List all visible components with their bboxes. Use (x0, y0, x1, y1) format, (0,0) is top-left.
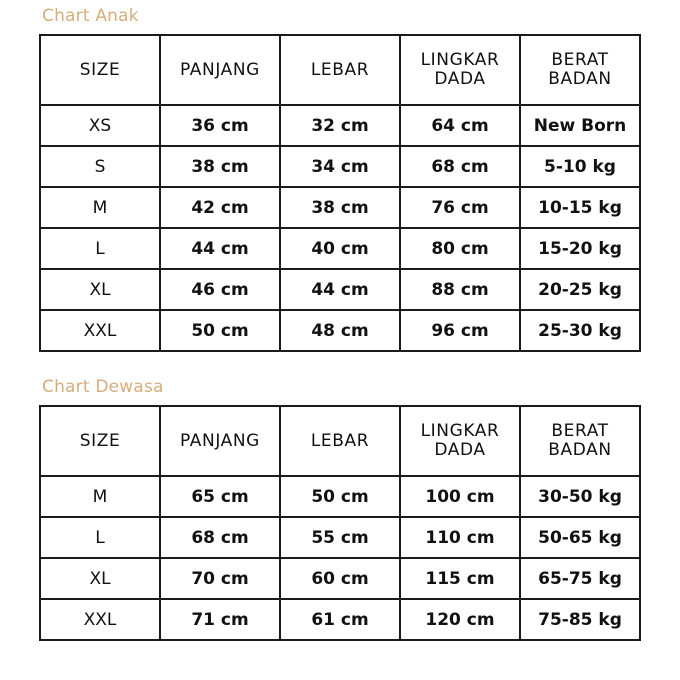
cell-panjang: 42 cm (160, 187, 280, 228)
cell-lingkar: 68 cm (400, 146, 520, 187)
header-panjang: PANJANG (160, 35, 280, 105)
cell-size: XXL (40, 310, 160, 351)
cell-size: M (40, 187, 160, 228)
cell-lingkar: 76 cm (400, 187, 520, 228)
cell-panjang: 36 cm (160, 105, 280, 146)
chart-anak-title: Chart Anak (42, 6, 139, 26)
cell-size: XXL (40, 599, 160, 640)
cell-panjang: 38 cm (160, 146, 280, 187)
header-berat-line2: BADAN (548, 69, 612, 89)
table-header-row (40, 406, 640, 476)
cell-lingkar: 80 cm (400, 228, 520, 269)
cell-panjang: 44 cm (160, 228, 280, 269)
cell-berat: 10-15 kg (520, 187, 640, 228)
header-size: SIZE (40, 406, 160, 476)
header-lingkar-line2: DADA (434, 440, 486, 460)
cell-panjang: 70 cm (160, 558, 280, 599)
cell-berat: 50-65 kg (520, 517, 640, 558)
cell-berat: 65-75 kg (520, 558, 640, 599)
cell-panjang: 68 cm (160, 517, 280, 558)
header-lingkar-line2: DADA (434, 69, 486, 89)
header-berat-line1: BERAT (551, 50, 609, 70)
cell-lebar: 32 cm (280, 105, 400, 146)
cell-size: S (40, 146, 160, 187)
cell-berat: 20-25 kg (520, 269, 640, 310)
header-lingkar-dada (400, 406, 520, 476)
cell-panjang: 50 cm (160, 310, 280, 351)
cell-lebar: 34 cm (280, 146, 400, 187)
cell-size: M (40, 476, 160, 517)
cell-panjang: 65 cm (160, 476, 280, 517)
header-lingkar-line1: LINGKAR (420, 50, 500, 70)
cell-lebar: 38 cm (280, 187, 400, 228)
cell-lingkar: 115 cm (400, 558, 520, 599)
cell-lingkar: 120 cm (400, 599, 520, 640)
header-berat-line1: BERAT (551, 421, 609, 441)
cell-lingkar: 96 cm (400, 310, 520, 351)
table-row (40, 228, 640, 269)
chart-anak-table (39, 34, 641, 352)
cell-size: XL (40, 558, 160, 599)
cell-berat: 15-20 kg (520, 228, 640, 269)
chart-dewasa-title: Chart Dewasa (42, 377, 164, 397)
cell-lingkar: 100 cm (400, 476, 520, 517)
cell-lebar: 40 cm (280, 228, 400, 269)
cell-berat: 75-85 kg (520, 599, 640, 640)
header-berat-badan (520, 35, 640, 105)
header-lingkar-dada (400, 35, 520, 105)
cell-berat: 25-30 kg (520, 310, 640, 351)
table-row (40, 146, 640, 187)
table-row (40, 187, 640, 228)
cell-lebar: 50 cm (280, 476, 400, 517)
cell-panjang: 46 cm (160, 269, 280, 310)
cell-panjang: 71 cm (160, 599, 280, 640)
cell-lebar: 48 cm (280, 310, 400, 351)
header-lebar: LEBAR (280, 406, 400, 476)
table-row (40, 599, 640, 640)
cell-lebar: 60 cm (280, 558, 400, 599)
cell-size: XS (40, 105, 160, 146)
header-berat-badan (520, 406, 640, 476)
header-lebar: LEBAR (280, 35, 400, 105)
table-row (40, 476, 640, 517)
table-row (40, 517, 640, 558)
table-row (40, 558, 640, 599)
cell-berat: 5-10 kg (520, 146, 640, 187)
header-berat-line2: BADAN (548, 440, 612, 460)
table-row (40, 269, 640, 310)
cell-size: XL (40, 269, 160, 310)
cell-berat: New Born (520, 105, 640, 146)
cell-lebar: 55 cm (280, 517, 400, 558)
table-row (40, 310, 640, 351)
header-size: SIZE (40, 35, 160, 105)
cell-berat: 30-50 kg (520, 476, 640, 517)
table-header-row (40, 35, 640, 105)
header-panjang: PANJANG (160, 406, 280, 476)
cell-lingkar: 110 cm (400, 517, 520, 558)
table-row (40, 105, 640, 146)
cell-size: L (40, 517, 160, 558)
cell-lebar: 61 cm (280, 599, 400, 640)
cell-size: L (40, 228, 160, 269)
header-lingkar-line1: LINGKAR (420, 421, 500, 441)
cell-lebar: 44 cm (280, 269, 400, 310)
cell-lingkar: 88 cm (400, 269, 520, 310)
chart-dewasa-table (39, 405, 641, 641)
cell-lingkar: 64 cm (400, 105, 520, 146)
